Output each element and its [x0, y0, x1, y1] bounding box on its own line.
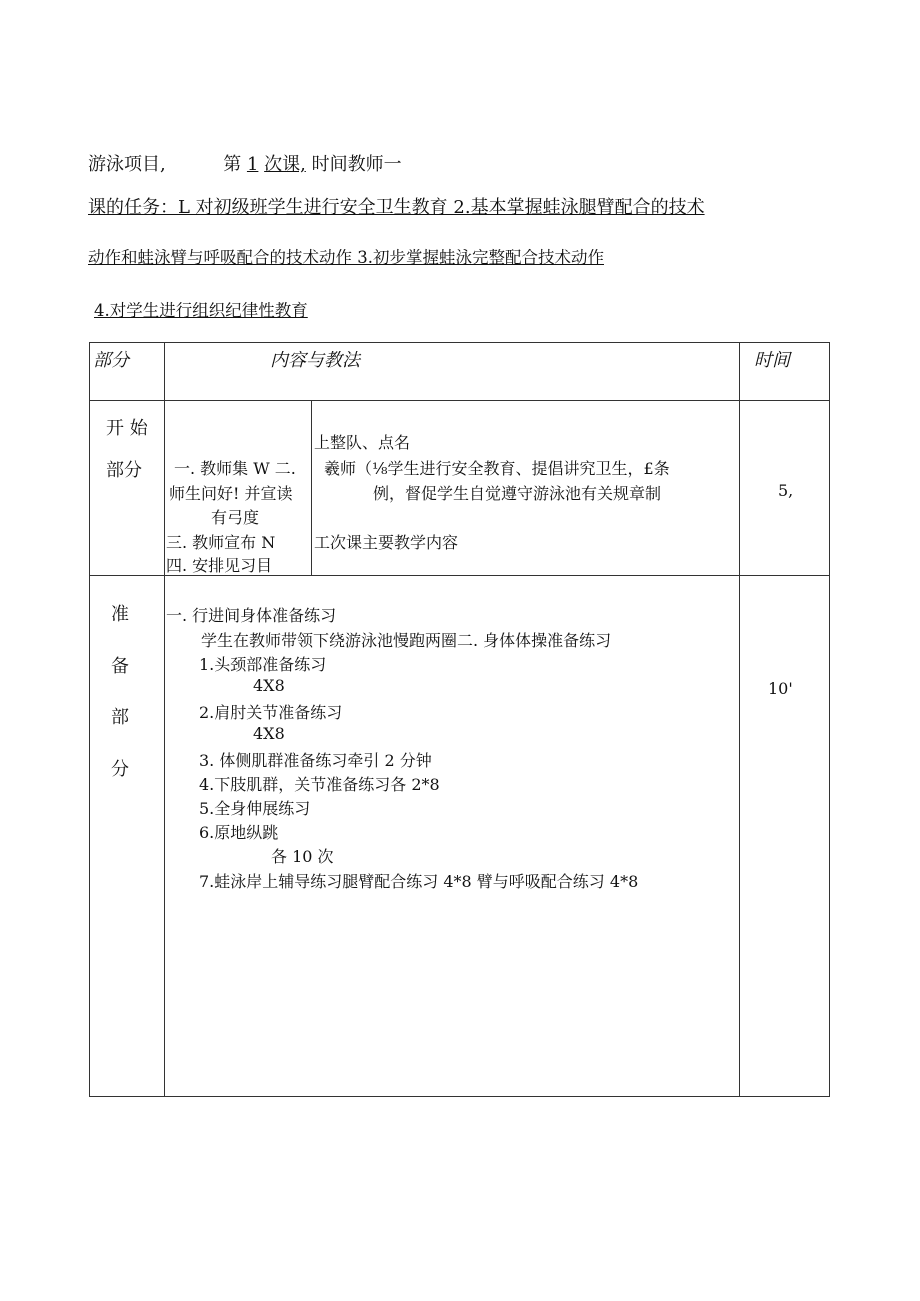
- prep-line: 6.原地纵跳: [199, 823, 279, 842]
- start-left-3: 有弓度: [211, 508, 260, 527]
- col-divider: [164, 342, 165, 1097]
- prep-line: 1.头颈部准备练习: [199, 655, 327, 674]
- start-part-line2: 部分: [106, 460, 142, 481]
- prep-time: 10': [768, 679, 793, 698]
- start-right-3: 例，督促学生自觉遵守游泳池有关规章制: [373, 484, 662, 503]
- header-time: 时间: [754, 350, 790, 371]
- prep-line: 4.下肢肌群，关节准备练习各 2*8: [199, 775, 440, 794]
- prep-part-char: 分: [111, 759, 129, 780]
- prep-line: 各 10 次: [271, 847, 334, 866]
- project-label: 游泳项目,: [88, 154, 166, 175]
- start-left-5: 四. 安排见习目: [166, 556, 273, 575]
- prep-line: 4X8: [253, 724, 285, 743]
- col-divider: [311, 400, 312, 575]
- header-part: 部分: [93, 350, 129, 371]
- prep-part-char: 准: [111, 604, 129, 625]
- start-left-2: 师生问好! 并宣读: [169, 484, 293, 503]
- start-right-1: 上整队、点名: [314, 433, 411, 452]
- task-line-1: 课的任务：L 对初级班学生进行安全卫生教育 2.基本掌握蛙泳腿臂配合的技术: [88, 197, 705, 218]
- start-right-4: 工次课主要教学内容: [314, 533, 459, 552]
- header-content: 内容与教法: [270, 350, 360, 371]
- task-line-3: 4.对学生进行组织纪律性教育: [94, 301, 308, 320]
- task-line-2: 动作和蛙泳臂与呼吸配合的技术动作 3.初步掌握蛙泳完整配合技术动作: [88, 248, 604, 267]
- prep-line: 一. 行进间身体准备练习: [166, 606, 337, 625]
- prep-part-char: 备: [111, 656, 129, 677]
- row-divider: [89, 400, 830, 401]
- start-left-1: 一. 教师集 W 二.: [174, 459, 296, 478]
- prep-part-char: 部: [111, 707, 129, 728]
- lesson-suffix: 次课,: [264, 154, 306, 175]
- prep-line: 4X8: [253, 676, 285, 695]
- col-divider: [739, 342, 740, 1097]
- start-left-4: 三. 教师宣布 N: [166, 533, 276, 552]
- start-right-2: 羲师（⅛学生进行安全教育、提倡讲究卫生，£条: [324, 459, 670, 478]
- prep-line: 3. 体侧肌群准备练习牵引 2 分钟: [199, 751, 432, 770]
- lesson-header: [88, 150, 402, 176]
- prep-line: 5.全身伸展练习: [199, 799, 311, 818]
- prep-line: 7.蛙泳岸上辅导练习腿臂配合练习 4*8 臂与呼吸配合练习 4*8: [199, 872, 639, 891]
- lesson-prefix: 第: [223, 154, 242, 175]
- prep-line: 学生在教师带领下绕游泳池慢跑两圈二. 身体体操准备练习: [201, 631, 612, 650]
- start-time: 5,: [778, 481, 794, 500]
- lesson-number: 1: [246, 154, 259, 175]
- time-teacher-label: 时间教师一: [311, 154, 402, 175]
- start-part-line1: 开 始: [106, 418, 148, 439]
- prep-line: 2.肩肘关节准备练习: [199, 703, 343, 722]
